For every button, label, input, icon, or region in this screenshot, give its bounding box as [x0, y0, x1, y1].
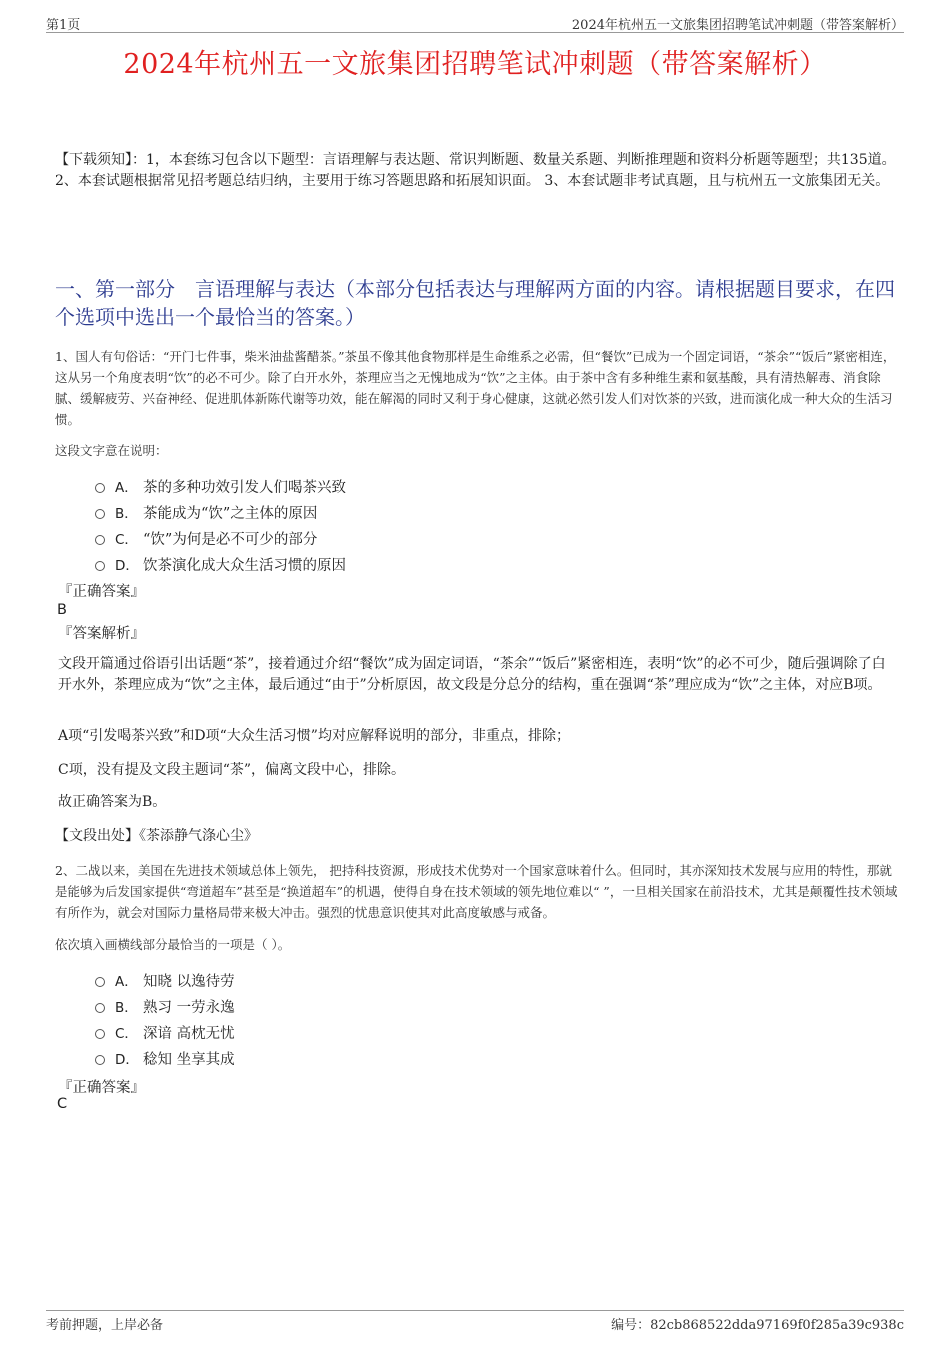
radio-icon[interactable]	[95, 535, 105, 545]
radio-icon[interactable]	[95, 1029, 105, 1039]
option-text: 知晓 以逸待劳	[143, 973, 235, 990]
option-letter: D．	[115, 1052, 139, 1068]
option-letter: C．	[115, 532, 138, 548]
option-text: 茶的多种功效引发人们喝茶兴致	[143, 479, 346, 496]
answer-value: C	[57, 1096, 68, 1112]
radio-icon[interactable]	[95, 1055, 105, 1065]
header-divider	[46, 32, 904, 33]
option-letter: A．	[115, 480, 138, 496]
analysis-paragraph: A项“引发喝茶兴致”和D项“大众生活习惯”均对应解释说明的部分，非重点，排除；	[58, 728, 570, 744]
option-c[interactable]	[95, 525, 346, 551]
footer-slogan: 考前押题，上岸必备	[46, 1318, 164, 1333]
question-1-prompt: 这段文字意在说明：	[55, 443, 168, 458]
question-2-stem: 2、二战以来，美国在先进技术领域总体上领先， 把持科技资源，形成技术优势对一个国家意味着什么。但同时，其亦深知技术发展与应用的特性，那就是能够为后发国家提供“弯道超车”甚至是“换道超车”的机遇，使得自身在技术领域的领先地位难以“ ”，一旦相关国家在前沿技术，尤其是颠覆性技术领域有所作为，就会对国际力量格局带来极大冲击。强烈的忧患意识使其对此高度敏感与戒备。	[55, 863, 898, 920]
answer-label: 『正确答案』	[58, 1080, 145, 1096]
download-notice: 【下载须知】：1，本套练习包含以下题型：言语理解与表达题、常识判断题、数量关系题、判断推理题和资料分析题等题型；共135道。 2、本套试题根据常见招考题总结归纳，主要用于练习答题思路和拓展知识面。 3、本套试题非考试真题，且与杭州五一文旅集团无关。	[55, 152, 896, 189]
radio-icon[interactable]	[95, 483, 105, 493]
answer-value: B	[57, 602, 67, 618]
option-text: 稔知 坐享其成	[143, 1051, 235, 1068]
option-text: 茶能成为“饮”之主体的原因	[143, 505, 318, 522]
option-letter: D．	[115, 558, 139, 574]
section-title: 一、第一部分 言语理解与表达（本部分包括表达与理解两方面的内容。请根据题目要求，在四个选项中选出一个最恰当的答案。）	[55, 277, 895, 329]
analysis-paragraph: 故正确答案为B。	[58, 794, 167, 810]
question-1-options	[95, 473, 346, 577]
question-2-options	[95, 967, 235, 1071]
source-citation: 【文段出处】《茶添静气涤心尘》	[55, 828, 258, 844]
question-2-prompt: 依次填入画横线部分最恰当的一项是（ ）。	[55, 937, 291, 952]
option-letter: C．	[115, 1026, 138, 1042]
option-b[interactable]	[95, 993, 235, 1019]
option-letter: B．	[115, 1000, 138, 1016]
option-b[interactable]	[95, 499, 346, 525]
analysis-label: 『答案解析』	[58, 626, 145, 642]
option-text: 熟习 一劳永逸	[143, 999, 235, 1016]
option-text: “饮”为何是必不可少的部分	[143, 531, 318, 548]
question-1-stem: 1、国人有句俗话：“开门七件事，柴米油盐酱醋茶。”茶虽不像其他食物那样是生命维系之必需，但“餐饮”已成为一个固定词语，“茶余”“饭后”紧密相连，这从另一个角度表明“饮”的必不可少。除了白开水外，茶理应当之无愧地成为“饮”之主体。由于茶中含有多种维生素和氨基酸，具有清热解毒、消食除腻、缓解疲劳、兴奋神经、促进肌体新陈代谢等功效，能在解渴的同时又利于身心健康，这就必然引发人们对饮茶的兴致，进而演化成一种大众的生活习惯。	[55, 349, 896, 427]
option-d[interactable]	[95, 1045, 235, 1071]
option-text: 深谙 高枕无忧	[143, 1025, 235, 1042]
option-a[interactable]	[95, 967, 235, 993]
option-d[interactable]	[95, 551, 346, 577]
page-number: 第1页	[46, 18, 81, 33]
answer-label: 『正确答案』	[58, 584, 145, 600]
analysis-paragraph: C项，没有提及文段主题词“茶”，偏离文段中心，排除。	[58, 762, 406, 778]
option-letter: A．	[115, 974, 138, 990]
radio-icon[interactable]	[95, 977, 105, 987]
header-doc-title: 2024年杭州五一文旅集团招聘笔试冲刺题（带答案解析）	[571, 18, 904, 33]
page-title: 2024年杭州五一文旅集团招聘笔试冲刺题（带答案解析）	[123, 49, 827, 80]
footer-divider	[46, 1310, 904, 1311]
option-letter: B．	[115, 506, 138, 522]
option-text: 饮茶演化成大众生活习惯的原因	[143, 557, 346, 574]
footer-code: 编号：82cb868522dda97169f0f285a39c938c	[611, 1318, 904, 1333]
analysis-paragraph: 文段开篇通过俗语引出话题“茶”，接着通过介绍“餐饮”成为固定词语，“茶余”“饭后”紧密相连，表明“饮”的必不可少，随后强调除了白开水外，茶理应成为“饮”之主体，最后通过“由于”分析原因，故文段是分总分的结构，重在强调“茶”理应成为“饮”之主体，对应B项。	[58, 656, 886, 693]
option-a[interactable]	[95, 473, 346, 499]
radio-icon[interactable]	[95, 509, 105, 519]
radio-icon[interactable]	[95, 1003, 105, 1013]
option-c[interactable]	[95, 1019, 235, 1045]
radio-icon[interactable]	[95, 561, 105, 571]
